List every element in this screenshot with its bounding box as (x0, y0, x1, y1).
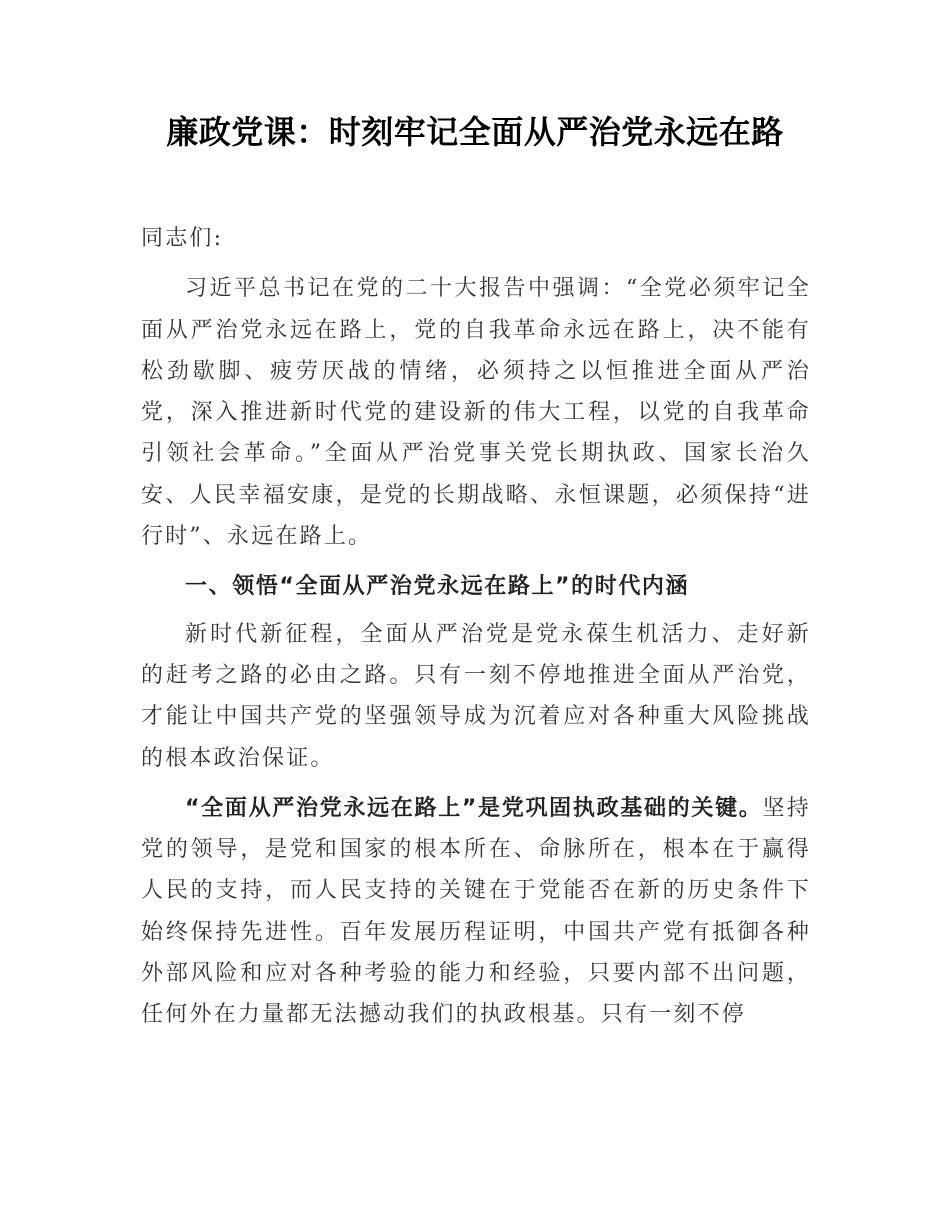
paragraph: 习近平总书记在党的二十大报告中强调：“全党必须牢记全面从严治党永远在路上，党的自我革命永远在路上，决不能有松劲歇脚、疲劳厌战的情绪，必须持之以恒推进全面从严治党，深入推进新时代党的建设新的伟大工程，以党的自我革命引领社会革命。”全面从严治党事关党长期执政、国家长治久安、人民幸福安康，是党的长期战略、永恒课题，必须保持“进行时”、永远在路上。 (141, 276, 811, 550)
paragraph-lead: “全面从严治党永远在路上”是党巩固执政基础的关键。 (185, 795, 763, 821)
document-title: 廉政党课：时刻牢记全面从严治党永远在路 (166, 113, 784, 151)
section-heading: 一、领悟“全面从严治党永远在路上”的时代内涵 (185, 574, 690, 600)
paragraph: 新时代新征程，全面从严治党是党永葆生机活力、走好新的赶考之路的必由之路。只有一刻不停地推进全面从严治党，才能让中国共产党的坚强领导成为沉着应对各种重大风险挑战的根本政治保证。 (141, 621, 811, 771)
paragraph (141, 788, 811, 1036)
document-body (141, 218, 811, 1036)
paragraph-body: 坚持党的领导，是党和国家的根本所在、命脉所在，根本在于赢得人民的支持，而人民支持的关键在于党能否在新的历史条件下始终保持先进性。百年发展历程证明，中国共产党有抵御各种外部风险和应对各种考验的能力和经验，只要内部不出问题，任何外在力量都无法撼动我们的执政根基。只有一刻不停 (141, 795, 812, 1028)
salutation: 同志们: (141, 226, 224, 251)
